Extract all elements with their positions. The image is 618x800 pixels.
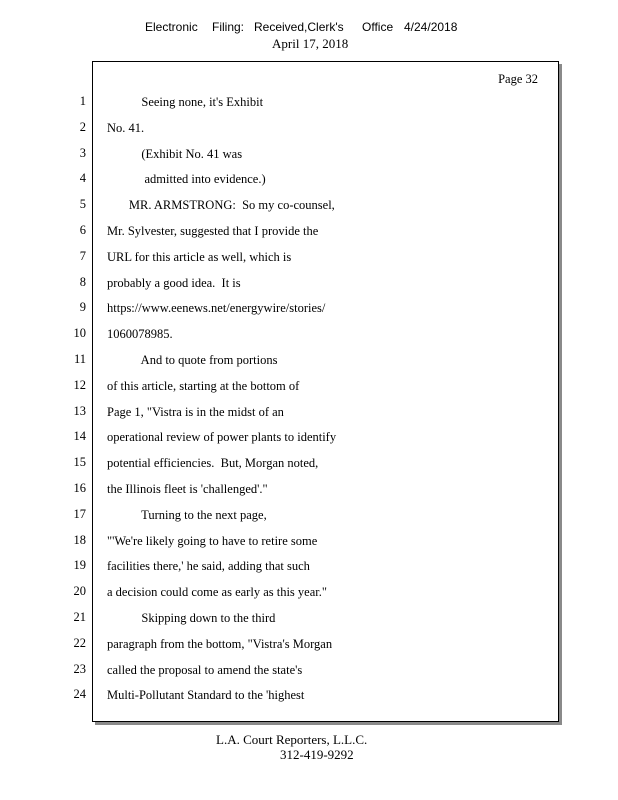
- line-number: 16: [73, 481, 86, 495]
- line-number: 18: [73, 532, 86, 547]
- header-filing: Filing:: [212, 20, 245, 34]
- line-number: 22: [73, 635, 86, 650]
- transcript-line: https://www.eenews.net/energywire/stories/: [107, 301, 326, 316]
- header-electronic: Electronic: [145, 20, 198, 34]
- line-number: 11: [73, 352, 86, 366]
- transcript-line: No. 41.: [107, 120, 145, 135]
- line-number: 20: [73, 584, 86, 599]
- line-number: 15: [73, 455, 86, 470]
- transcript-line: URL for this article as well, which is: [107, 249, 292, 264]
- transcript-line: Page 1, "Vistra is in the midst of an: [107, 404, 284, 419]
- line-number: 9: [79, 300, 86, 315]
- transcript-line: MR. ARMSTRONG: So my co-counsel,: [107, 198, 335, 213]
- line-number: 14: [73, 429, 86, 444]
- line-number: 21: [73, 610, 86, 624]
- transcript-line: paragraph from the bottom, "Vistra's Morgan: [107, 636, 333, 651]
- header-received: Received,Clerk's: [254, 20, 344, 34]
- line-number: 4: [79, 171, 86, 186]
- transcript-page: [92, 61, 559, 722]
- page-number: Page 32: [498, 72, 538, 86]
- header-office: Office: [362, 20, 394, 34]
- line-number: 19: [73, 558, 86, 573]
- line-number: 12: [73, 377, 86, 392]
- transcript-line: operational review of power plants to identify: [107, 430, 337, 445]
- transcript-line: And to quote from portions: [107, 353, 278, 367]
- footer-phone: 312-419-9292: [280, 747, 354, 762]
- line-number: 7: [79, 248, 86, 263]
- transcript-line: 1060078985.: [107, 327, 173, 342]
- transcript-line: of this article, starting at the bottom of: [107, 378, 300, 393]
- transcript-date: April 17, 2018: [272, 36, 349, 51]
- line-number: 6: [79, 223, 86, 237]
- line-number: 10: [73, 326, 86, 341]
- transcript-line: Skipping down to the third: [107, 611, 276, 625]
- transcript-line: (Exhibit No. 41 was: [107, 146, 243, 161]
- transcript-line: "'We're likely going to have to retire some: [107, 533, 318, 548]
- line-number: 13: [73, 403, 86, 418]
- transcript-line: called the proposal to amend the state's: [107, 662, 303, 677]
- transcript-line: a decision could come as early as this year.": [107, 585, 327, 600]
- line-number: 23: [73, 661, 86, 676]
- transcript-line: Mr. Sylvester, suggested that I provide the: [107, 224, 319, 238]
- line-number: 3: [79, 145, 86, 160]
- line-number: 8: [79, 274, 86, 289]
- line-number: 5: [79, 197, 86, 212]
- transcript-line: Turning to the next page,: [107, 507, 267, 522]
- transcript-line: Seeing none, it's Exhibit: [107, 95, 264, 109]
- transcript-line: the Illinois fleet is 'challenged'.": [107, 482, 268, 496]
- transcript-line: probably a good idea. It is: [107, 275, 241, 290]
- line-number: 1: [79, 94, 86, 108]
- transcript-line: admitted into evidence.): [107, 172, 266, 187]
- line-number: 24: [73, 687, 86, 702]
- footer-company: L.A. Court Reporters, L.L.C.: [216, 732, 368, 747]
- header-date: 4/24/2018: [404, 20, 458, 34]
- transcript-line: potential efficiencies. But, Morgan noted,: [107, 456, 319, 471]
- line-number: 17: [73, 506, 86, 521]
- line-number: 2: [79, 119, 86, 134]
- transcript-line: Multi-Pollutant Standard to the 'highest: [107, 688, 305, 703]
- transcript-line: facilities there,' he said, adding that such: [107, 559, 310, 574]
